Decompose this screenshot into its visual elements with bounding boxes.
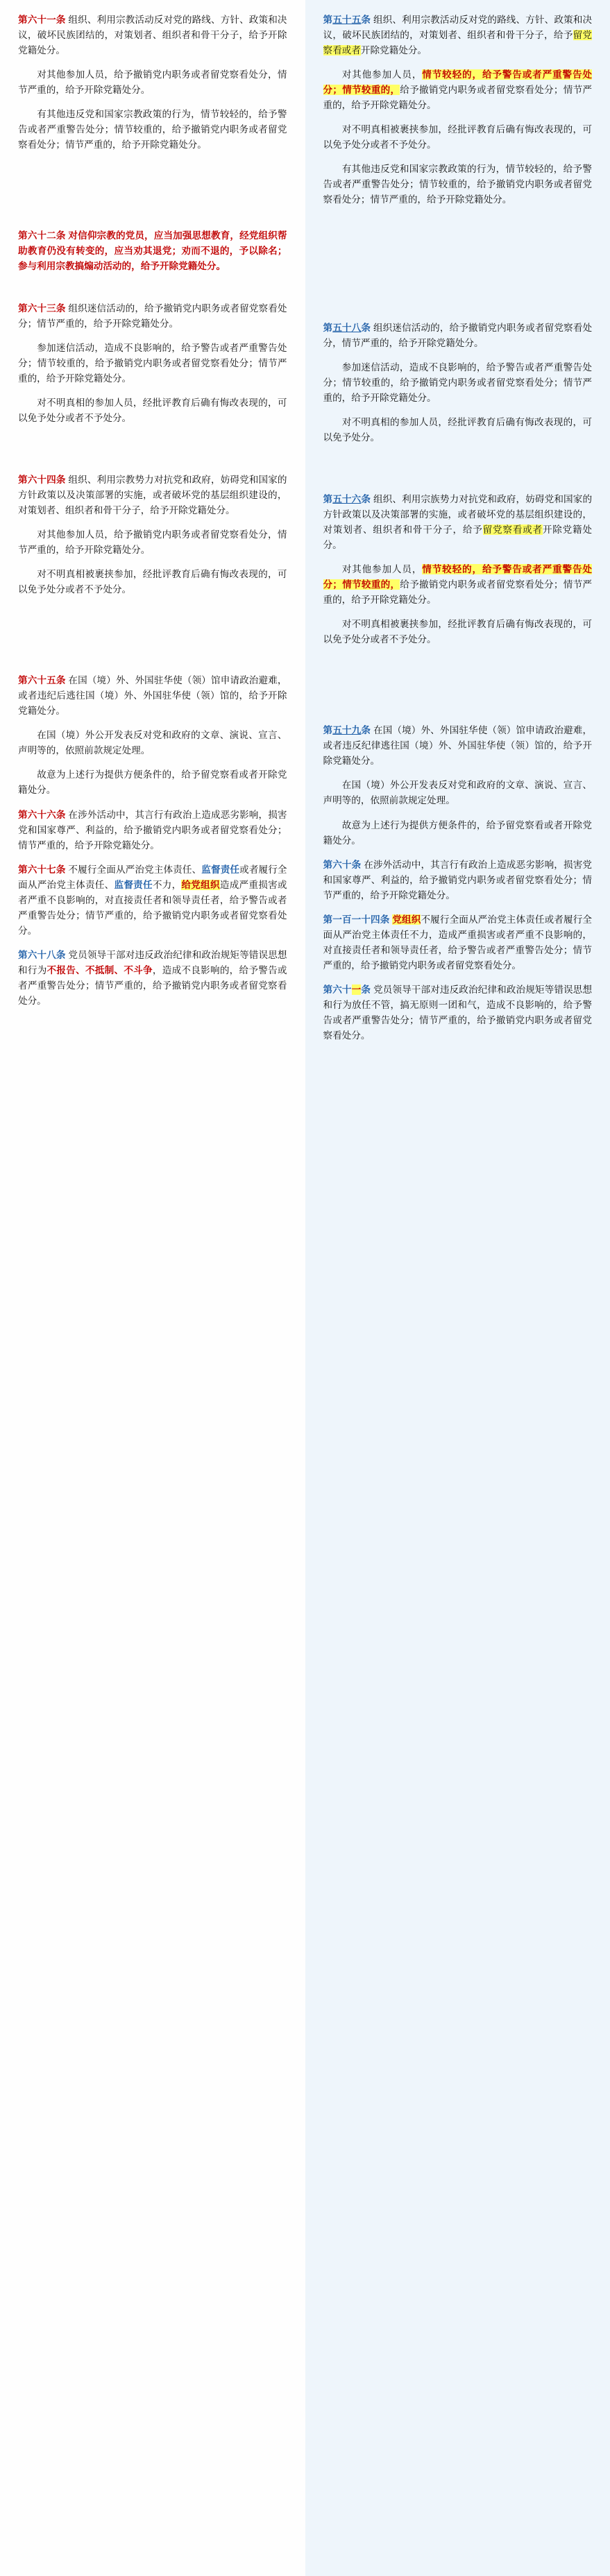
text-run: 情节较轻的，给予警告或者严重警告处分；情节较重的， (323, 564, 593, 590)
article-paragraph: 参加迷信活动，造成不良影响的，给予警告或者严重警告处分；情节较重的，给予撤销党内职务或者留党察看处分；情节严重的，给予开除党籍处分。 (18, 343, 287, 384)
article-paragraph: 在国（境）外公开发表反对党和政府的文章、演说、宣言、声明等的，依照前款规定处理。 (18, 730, 287, 756)
article-number-underlined: 五十八 (332, 323, 362, 334)
article-number (323, 984, 371, 995)
article-text: 在涉外活动中，其言行有政治上造成恶劣影响，损害党和国家尊严、利益的，给予撤销党内职务或者留党察看处分；情节严重的，给予开除党籍处分。 (18, 809, 287, 851)
text-run: 或者履行全面从严治党主体责任、 (18, 864, 287, 890)
article-number: 第六十八条 (18, 949, 66, 960)
right-column-old-regulation (305, 0, 610, 2576)
article-paragraph (323, 321, 593, 351)
article-paragraph (18, 862, 287, 939)
text-run: 情节较轻的，给予警告或者严重警告处分；情节较重的， (323, 69, 593, 96)
article-paragraph (323, 982, 593, 1043)
article-text: 在涉外活动中，其言行有政治上造成恶劣影响，损害党和国家尊严、利益的，给予撤销党内职务或者留党察看处分；情节严重的，给予开除党籍处分。 (323, 859, 593, 901)
article-number: 第六十四条 (18, 475, 66, 486)
article-paragraph (18, 301, 287, 332)
text-run: 不履行全面从严治党主体责任、 (68, 864, 202, 875)
column-spacer (323, 216, 593, 321)
column-spacer (18, 283, 287, 301)
article-number: 第六十七条 (18, 864, 66, 875)
text-run: 一 (351, 984, 362, 995)
text-run: 不报告、不抵制、不斗争 (46, 964, 153, 975)
text-run: 不履行全面从严治党主体责任或者履行全面从严治党主体责任不力，造成严重损害或者严重不良影响的，对直接责任者和领导责任者，给予警告或者严重警告处分；情节严重的，给予撤销党内职务或者留党察看处分。 (323, 914, 593, 971)
article-paragraph: 参加迷信活动，造成不良影响的，给予警告或者严重警告处分；情节较重的，给予撤销党内职务或者留党察看处分；情节严重的，给予开除党籍处分。 (323, 362, 592, 404)
article-paragraph (18, 12, 287, 58)
article-number: 第五十九条 (323, 725, 371, 736)
article-paragraph (323, 12, 593, 58)
column-spacer (18, 435, 287, 472)
text-run: 对其他参加人员， (341, 69, 423, 80)
article-paragraph (323, 912, 593, 973)
article-number: 第六十一条 (18, 15, 66, 25)
article-paragraph: 故意为上述行为提供方便条件的，给予留党察看或者开除党籍处分。 (323, 819, 592, 846)
column-spacer (323, 454, 593, 492)
text-run: 党组织 (392, 914, 421, 925)
text-run: 开除党籍处分。 (360, 45, 427, 56)
article-paragraph: 对其他参加人员，给予撤销党内职务或者留党察看处分，情节严重的，给予开除党籍处分。 (18, 529, 287, 556)
text-run: 组织、利用宗教活动反对党的路线、方针、政策和决议，破坏民族团结的，对策划者、组织者和骨干分子，给予 (323, 15, 593, 41)
article-paragraph (18, 808, 287, 853)
article-paragraph: 对不明真相被裹挟参加，经批评教育后确有悔改表现的，可以免予处分或者不予处分。 (323, 619, 592, 645)
text-run: 监督责任 (201, 864, 240, 875)
article-paragraph: 对其他参加人员，给予撤销党内职务或者留党察看处分，情节严重的，给予开除党籍处分。 (18, 69, 287, 96)
text-run: 留党察看或者 (323, 30, 593, 56)
text-run: 造成严重损害或者严重不良影响的，对直接责任者和领导责任者，给予警告或者严重警告处分；情节严重的，给予撤销党内职务或者留党察看处分。 (18, 879, 287, 936)
article-text (18, 864, 287, 936)
article-text: 党员领导干部对违反政治纪律和政治规矩等错误思想和行为放任不管，搞无原则一团和气，造成不良影响的，给予警告或者严重警告处分；情节严重的，给予撤销党内职务或者留党察看处分。 (323, 984, 593, 1041)
article-number-underlined: 五十六 (332, 494, 362, 505)
text-run: 对其他参加人员， (341, 564, 423, 575)
article-paragraph: 对不明真相被裹挟参加，经批评教育后确有悔改表现的，可以免予处分或者不予处分。 (18, 569, 287, 595)
article-paragraph: 在国（境）外公开发表反对党和政府的文章、演说、宣言、声明等的，依照前款规定处理。 (323, 780, 592, 806)
text-run: 不力， (152, 879, 182, 890)
text-run: 给予撤销党内职务或者留党察看处分；情节严重的，给予开除党籍处分。 (323, 579, 593, 606)
text-run: 给予撤销党内职务或者留党察看处分；情节严重的，给予开除党籍处分。 (323, 85, 593, 111)
article-text: 组织、利用宗教活动反对党的路线、方针、政策和决议，破坏民族团结的，对策划者、组织者和骨干分子，给予开除党籍处分。 (18, 15, 287, 56)
article-paragraph: 有其他违反党和国家宗教政策的行为，情节较轻的，给予警告或者严重警告处分；情节较重的，给予撤销党内职务或者留党察看处分；情节严重的，给予开除党籍处分。 (18, 109, 287, 151)
column-spacer (18, 606, 287, 673)
article-text: 组织迷信活动的，给予撤销党内职务或者留党察看处分，情节严重的，给予开除党籍处分。 (323, 323, 593, 349)
article-number-underlined: 五十五 (332, 15, 362, 25)
article-paragraph (18, 228, 287, 274)
article-text: 在国（境）外、外国驻华使（领）馆申请政治避难，或者违纪后逃往国（境）外、外国驻华使（领）馆的，给予开除党籍处分。 (18, 675, 287, 717)
article-paragraph (323, 67, 593, 113)
article-paragraph (18, 673, 287, 719)
article-paragraph (323, 492, 593, 553)
article-paragraph: 对不明真相被裹挟参加，经批评教育后确有悔改表现的，可以免予处分或者不予处分。 (323, 124, 592, 151)
text-run: 给党组织 (181, 879, 220, 890)
article-text: 组织、利用宗教势力对抗党和政府，妨碍党和国家的方针政策以及决策部署的实施，或者破坏党的基层组织建设的，对策划者、组织者和骨干分子，给予开除党籍处分。 (18, 475, 287, 516)
article-number: 第六十六条 (18, 809, 66, 820)
article-number-underlined: 五十九 (332, 725, 362, 736)
article-number: 第五十八条 (323, 323, 371, 334)
article-text: 在国（境）外、外国驻华使（领）馆申请政治避难，或者违反纪律逃往国（境）外、外国驻华使（领）馆的，给予开除党籍处分。 (323, 725, 593, 767)
article-number: 第六十五条 (18, 675, 66, 686)
article-text: 对信仰宗教的党员，应当加强思想教育，经党组织帮助教育仍没有转变的，应当劝其退党；劝而不退的，予以除名；参与利用宗教搞煽动活动的，给予开除党籍处分。 (18, 230, 287, 272)
article-paragraph (18, 472, 287, 518)
article-paragraph: 对不明真相的参加人员，经批评教育后确有悔改表现的，可以免予处分或者不予处分。 (18, 398, 287, 424)
article-number: 第五十六条 (323, 494, 371, 505)
text-run: 条 (361, 984, 371, 995)
text-run: 监督责任 (114, 879, 153, 890)
article-number: 第六十条 (323, 859, 362, 870)
article-paragraph (323, 562, 593, 608)
text-run: ，造成不良影响的，给予警告或者严重警告处分；情节严重的，给予撤销党内职务或者留党察看处分。 (18, 964, 287, 1006)
article-paragraph (18, 948, 287, 1009)
text-run: 开除党籍处分。 (323, 524, 593, 551)
article-paragraph: 故意为上述行为提供方便条件的，给予留党察看或者开除党籍处分。 (18, 769, 287, 796)
article-paragraph: 对不明真相的参加人员，经批评教育后确有悔改表现的，可以免予处分。 (323, 417, 592, 443)
article-number: 第六十三条 (18, 303, 66, 314)
text-run: 留党察看或者 (482, 524, 543, 536)
article-number: 第一百一十四条 (323, 914, 390, 925)
column-spacer (323, 656, 593, 723)
text-run: 第六十 (323, 984, 352, 995)
article-paragraph (323, 723, 593, 769)
article-paragraph: 有其他违反党和国家宗教政策的行为，情节较轻的，给予警告或者严重警告处分；情节较重的，给予撤销党内职务或者留党察看处分；情节严重的，给予开除党籍处分。 (323, 164, 592, 205)
column-spacer (18, 162, 287, 228)
text-run: 组织、利用宗族势力对抗党和政府，妨碍党和国家的方针政策以及决策部署的实施，或者破坏党的基层组织建设的，对策划者、组织者和骨干分子，给予 (323, 494, 593, 536)
article-text: 组织迷信活动的，给予撤销党内职务或者留党察看处分；情节严重的，给予开除党籍处分。 (18, 303, 287, 330)
article-number: 第五十五条 (323, 15, 371, 25)
text-run: 党员领导干部对违反政治纪律和政治规矩等错误思想和行为 (18, 949, 287, 975)
article-number: 第六十二条 (18, 230, 66, 241)
article-paragraph (323, 858, 593, 903)
